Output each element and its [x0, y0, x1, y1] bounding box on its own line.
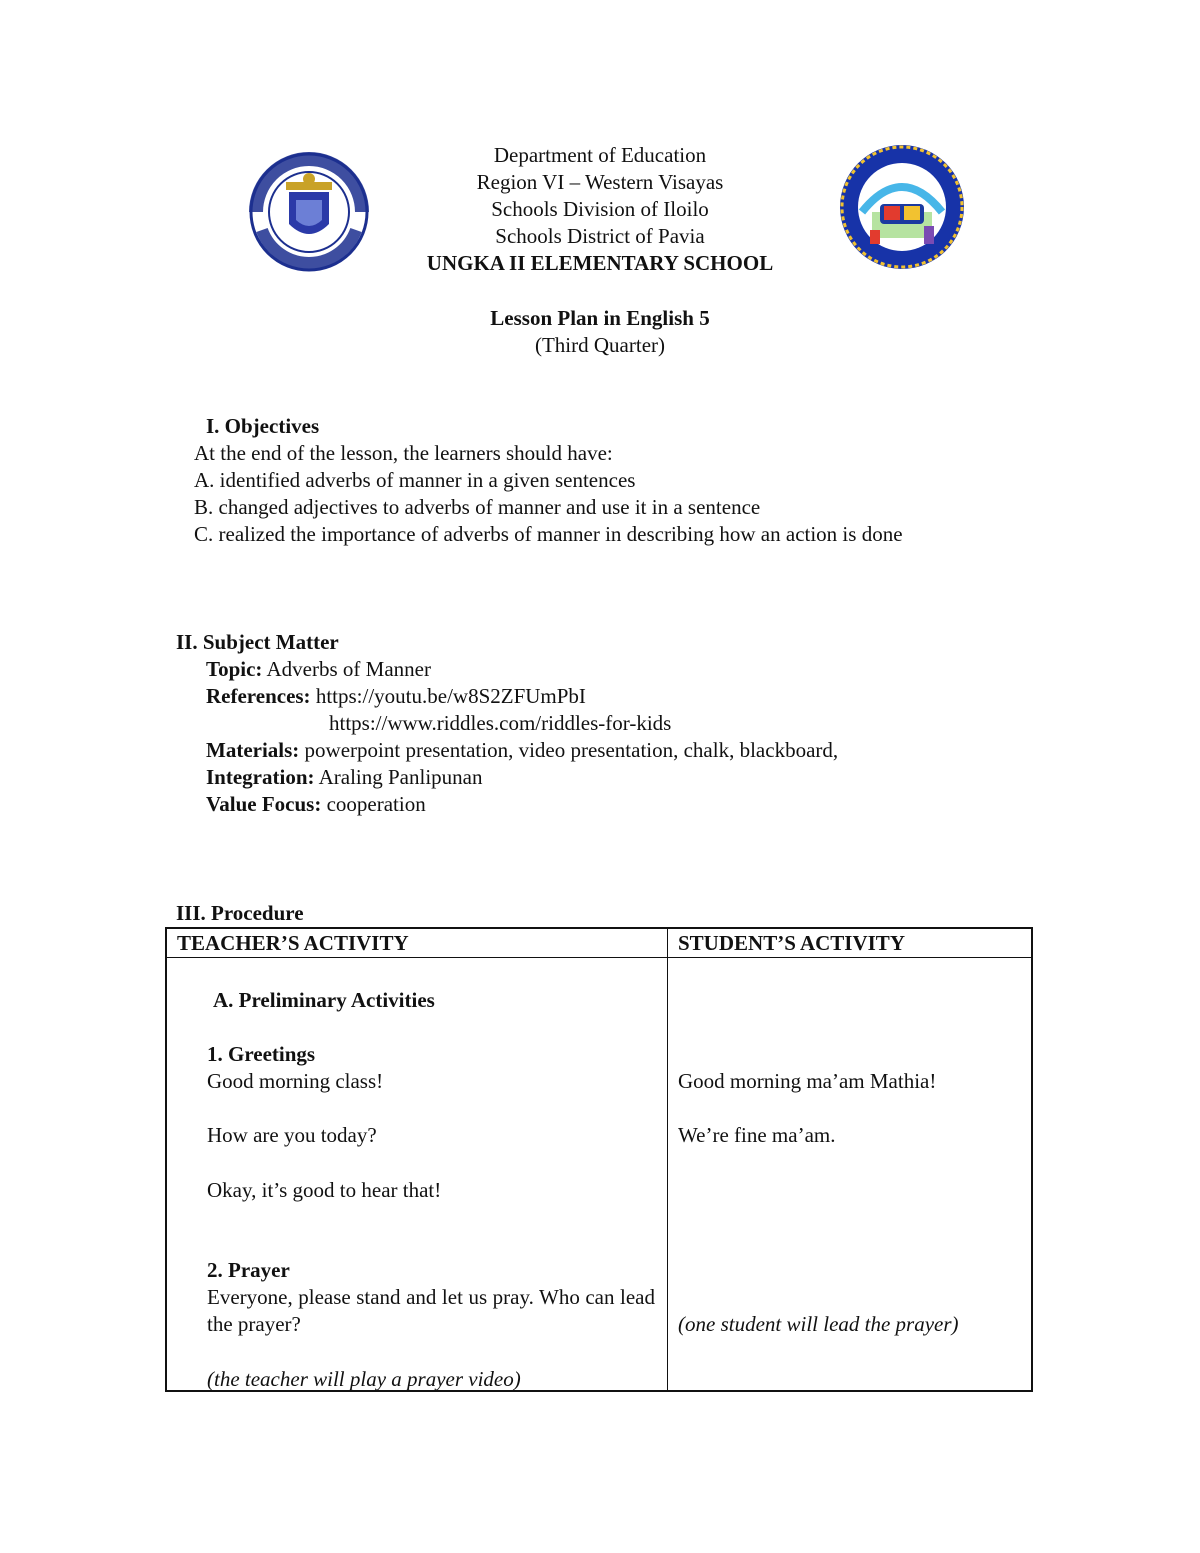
- references-row: [206, 683, 586, 710]
- col-header-student: STUDENT’S ACTIVITY: [668, 928, 1033, 958]
- student-line: Good morning ma’am Mathia!: [678, 1069, 937, 1093]
- school-name: UNGKA II ELEMENTARY SCHOOL: [426, 251, 774, 275]
- topic-value: Adverbs of Manner: [262, 657, 431, 681]
- objectives-heading: I. Objectives: [206, 414, 320, 438]
- objective-item: A. identified adverbs of manner in a given sentences: [194, 468, 636, 492]
- objective-item: B. changed adjectives to adverbs of manner and use it in a sentence: [194, 495, 761, 519]
- section-a-heading: A. Preliminary Activities: [213, 988, 435, 1012]
- header-line: Schools District of Pavia: [495, 224, 705, 248]
- objective-item: C. realized the importance of adverbs of manner in describing how an action is done: [194, 522, 903, 546]
- topic-row: [206, 656, 431, 683]
- materials-label: Materials:: [206, 738, 300, 762]
- teacher-cell: [166, 958, 668, 1392]
- value-focus-row: [206, 791, 426, 818]
- teacher-line: How are you today?: [207, 1123, 377, 1147]
- integration-label: Integration:: [206, 765, 315, 789]
- procedure-heading: III. Procedure: [176, 901, 304, 925]
- student-line: (one student will lead the prayer): [678, 1312, 959, 1336]
- greetings-heading: 1. Greetings: [207, 1042, 316, 1066]
- integration-value: Araling Panlipunan: [314, 765, 483, 789]
- school-logo-icon: [832, 142, 972, 272]
- value-focus-value: cooperation: [321, 792, 426, 816]
- table-row: [166, 958, 1032, 1392]
- lesson-title: Lesson Plan in English 5: [490, 306, 710, 330]
- teacher-line: Okay, it’s good to hear that!: [207, 1178, 442, 1202]
- teacher-line: (the teacher will play a prayer video): [207, 1367, 521, 1391]
- header-line: Department of Education: [493, 143, 707, 167]
- procedure-table: [165, 927, 1033, 1392]
- lesson-subtitle: (Third Quarter): [534, 333, 666, 357]
- table-header-row: [166, 928, 1032, 958]
- value-focus-label: Value Focus:: [206, 792, 322, 816]
- materials-row: [206, 737, 838, 764]
- teacher-line: Good morning class!: [207, 1069, 384, 1093]
- student-line: We’re fine ma’am.: [678, 1123, 836, 1147]
- materials-value: powerpoint presentation, video presentation, chalk, blackboard,: [299, 738, 839, 762]
- objectives-intro: At the end of the lesson, the learners should have:: [194, 441, 613, 465]
- student-cell: [668, 958, 1033, 1392]
- integration-row: [206, 764, 482, 791]
- header-line: Region VI – Western Visayas: [476, 170, 724, 194]
- topic-label: Topic:: [206, 657, 263, 681]
- reference-link[interactable]: https://youtu.be/w8S2ZFUmPbI: [310, 684, 586, 708]
- references-label: References:: [206, 684, 311, 708]
- prayer-heading: 2. Prayer: [207, 1258, 290, 1282]
- header-block: [300, 142, 900, 277]
- col-header-teacher: TEACHER’S ACTIVITY: [166, 928, 668, 958]
- header-line: Schools Division of Iloilo: [491, 197, 709, 221]
- subject-matter-heading: II. Subject Matter: [176, 630, 339, 654]
- reference-link[interactable]: https://www.riddles.com/riddles-for-kids: [329, 711, 672, 735]
- teacher-line: Everyone, please stand and let us pray. Who can lead the prayer?: [207, 1285, 655, 1336]
